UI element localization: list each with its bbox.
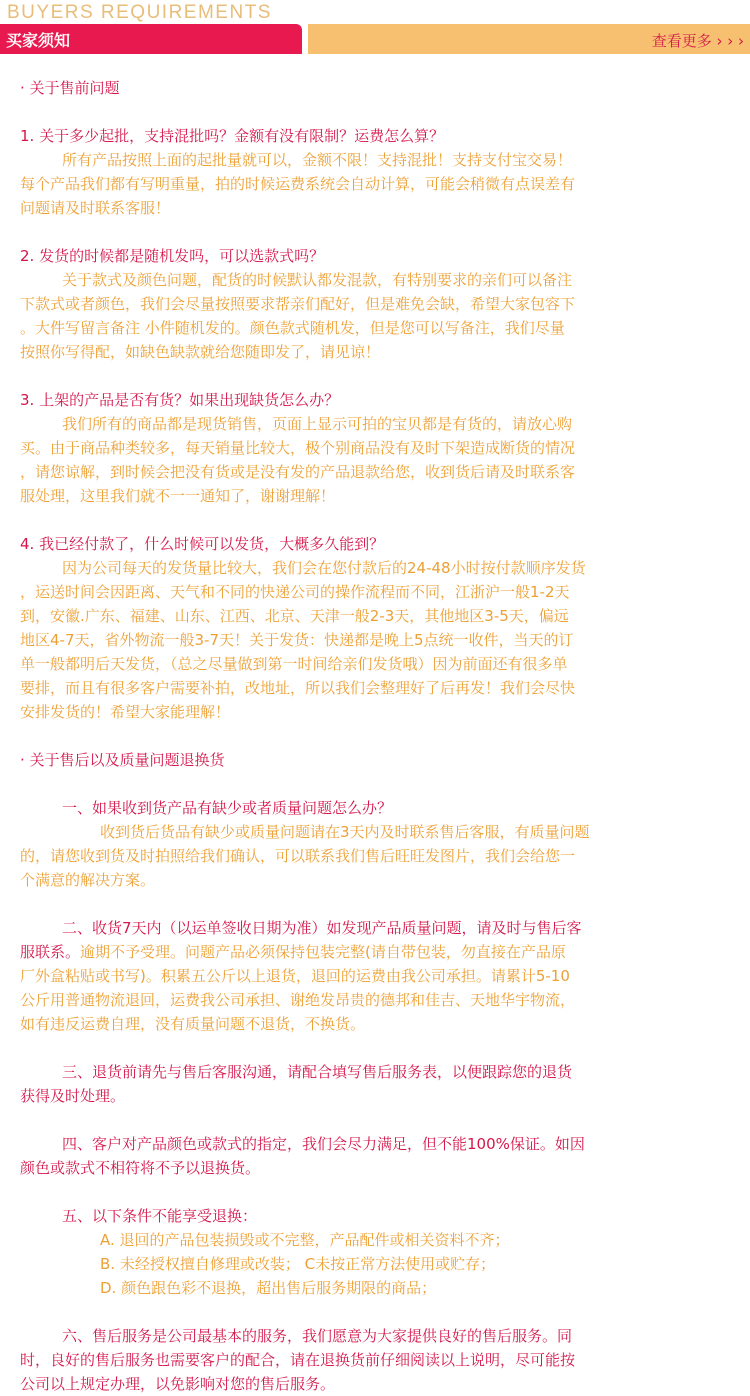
presale-a2-line: 关于款式及颜色问题，配货的时候默认都发混款，有特别要求的亲们可以备注: [62, 271, 573, 289]
aftersale-p6-line: 公司以上规定办理，以免影响对您的售后服务。: [20, 1375, 336, 1393]
aftersale-p6-line: 时，良好的售后服务也需要客户的配合，请在退换货前仔细阅读以上说明，尽可能按: [20, 1351, 576, 1369]
aftersale-p3-line: 获得及时处理。: [20, 1087, 126, 1105]
aftersale-q1: 一、如果收到货产品有缺少或者质量问题怎么办？: [62, 799, 393, 817]
presale-a4-line: ，运送时间会因距离、天气和不同的快递公司的操作流程而不同，江浙沪一般1-2天: [20, 583, 570, 601]
aftersale-q2-line2: [20, 940, 725, 964]
aftersale-q2-rest: 逾期不予受理。问题产品必须保持包装完整(请自带包装，勿直接在产品原: [80, 943, 566, 961]
view-more-link[interactable]: 查看更多 › › ›: [651, 32, 744, 50]
aftersale-a2-line: 如有违反运费自理，没有质量问题不退货，不换货。: [20, 1015, 366, 1033]
presale-a2-line: 按照你写得配，如缺色缺款就给您随即发了，请见谅！: [20, 343, 381, 361]
presale-a4-line: 要排，而且有很多客户需要补拍，改地址，所以我们会整理好了后再发！我们会尽快: [20, 679, 576, 697]
presale-a1-line: 每个产品我们都有写明重量，拍的时候运费系统会自动计算，可能会稍微有点误差有: [20, 175, 576, 193]
aftersale-a1-line: 个满意的解决方案。: [20, 871, 156, 889]
presale-q4: 4. 我已经付款了，什么时候可以发货，大概多久能到？: [20, 535, 385, 553]
presale-a3-line: 买。由于商品种类较多，每天销量比较大，极个别商品没有及时下架造成断货的情况: [20, 439, 576, 457]
aftersale-p5-item: D. 颜色跟色彩不退换，超出售后服务期限的商品；: [100, 1279, 437, 1297]
aftersale-p4-line: 四、客户对产品颜色或款式的指定，我们会尽力满足，但不能100%保证。如因: [62, 1135, 585, 1153]
aftersale-q2-line: 二、收货7天内（以运单签收日期为准）如发现产品质量问题，请及时与售后客: [62, 919, 582, 937]
presale-a1-line: 问题请及时联系客服！: [20, 199, 171, 217]
presale-a3-line: 服处理，这里我们就不一一通知了，谢谢理解！: [20, 487, 336, 505]
aftersale-p4-line: 颜色或款式不相符将不予以退换货。: [20, 1159, 261, 1177]
presale-title: · 关于售前问题: [20, 79, 120, 97]
aftersale-p5-item: A. 退回的产品包装损毁或不完整，产品配件或相关资料不齐；: [100, 1231, 510, 1249]
presale-a4-line: 地区4-7天，省外物流一般3-7天！关于发货：快递都是晚上5点统一收件，当天的订: [20, 631, 574, 649]
presale-a2-line: 下款式或者颜色，我们会尽量按照要求帮亲们配好，但是难免会缺，希望大家包容下: [20, 295, 576, 313]
page-top-title: BUYERS REQUIREMENTS: [7, 2, 272, 23]
aftersale-q2-lead: 服联系。: [20, 943, 81, 961]
presale-a2-line: 。大件写留言备注 小件随机发的。颜色款式随机发，但是您可以写备注，我们尽量: [20, 319, 565, 337]
view-more-bar[interactable]: [308, 24, 750, 54]
aftersale-a2-line: 公斤用普通物流退回，运费我公司承担、谢绝发昂贵的德邦和佳吉、天地华宇物流，: [20, 991, 576, 1009]
buyer-notice-label: 买家须知: [6, 31, 71, 50]
presale-q1: 1. 关于多少起批，支持混批吗？金额有没有限制？运费怎么算？: [20, 127, 445, 145]
aftersale-p3-line: 三、退货前请先与售后客服沟通，请配合填写售后服务表，以便跟踪您的退货: [62, 1063, 573, 1081]
presale-a3-line: ，请您谅解，到时候会把没有货或是没有发的产品退款给您，收到货后请及时联系客: [20, 463, 576, 481]
presale-a4-line: 到，安徽.广东、福建、山东、江西、北京、天津一般2-3天，其他地区3-5天，偏远: [20, 607, 569, 625]
aftersale-p5-title: 五、以下条件不能享受退换：: [62, 1207, 258, 1225]
presale-a4-line: 单一般都明后天发货，（总之尽量做到第一时间给亲们发货哦）因为前面还有很多单: [20, 655, 568, 673]
aftersale-a1-line: 收到货后货品有缺少或质量问题请在3天内及时联系售后客服，有质量问题: [100, 823, 590, 841]
aftersale-a1-line: 的，请您收到货及时拍照给我们确认，可以联系我们售后旺旺发图片，我们会给您一: [20, 847, 576, 865]
aftersale-title: · 关于售后以及质量问题退换货: [20, 751, 225, 769]
presale-q2: 2. 发货的时候都是随机发吗，可以选款式吗？: [20, 247, 325, 265]
presale-a4-line: 安排发货的！希望大家能理解！: [20, 703, 231, 721]
presale-q3: 3. 上架的产品是否有货？如果出现缺货怎么办？: [20, 391, 340, 409]
header-bar: [0, 24, 750, 54]
content: [20, 76, 725, 1396]
presale-a4-line: 因为公司每天的发货量比较大，我们会在您付款后的24-48小时按付款顺序发货: [62, 559, 586, 577]
buyer-notice-tab: [0, 24, 302, 54]
aftersale-a2-line: 厂外盒粘贴或书写)。积累五公斤以上退货，退回的运费由我公司承担。请累计5-10: [20, 967, 570, 985]
presale-a1-line: 所有产品按照上面的起批量就可以，金额不限！支持混批！支持支付宝交易！: [62, 151, 573, 169]
aftersale-p6-line: 六、售后服务是公司最基本的服务，我们愿意为大家提供良好的售后服务。同: [62, 1327, 573, 1345]
presale-a3-line: 我们所有的商品都是现货销售，页面上显示可拍的宝贝都是有货的，请放心购: [62, 415, 573, 433]
aftersale-p5-item: B. 未经授权擅自修理或改装； C未按正常方法使用或贮存；: [100, 1255, 496, 1273]
